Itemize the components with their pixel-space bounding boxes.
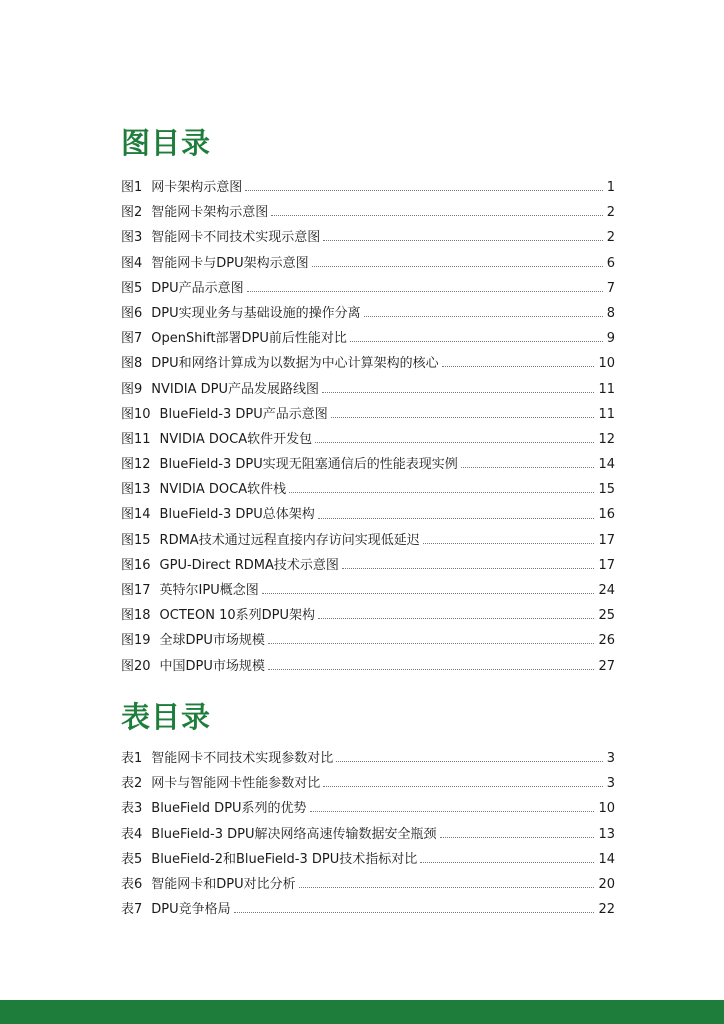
toc-entry[interactable] [121,897,615,922]
toc-entry-title: BlueField-2和BlueField-3 DPU技术指标对比 [151,851,418,867]
toc-entry-page-number: 6 [606,255,615,271]
toc-entry-label: 表3 [121,801,143,817]
toc-entry-title: NVIDIA DOCA软件开发包 [159,431,313,447]
toc-entry-title: BlueField-3 DPU产品示意图 [159,406,328,422]
toc-entry-title: 网卡架构示意图 [151,180,243,195]
toc-entry[interactable] [121,872,615,897]
dot-leader [268,669,595,670]
toc-entry-label: 图20 [121,658,151,674]
toc-entry-page-number: 17 [598,532,615,548]
toc-entry-title: OpenShift部署DPU前后性能对比 [151,331,347,347]
toc-entry-page-number: 1 [606,180,615,195]
toc-entry[interactable] [121,628,615,653]
toc-entry-title: 中国DPU市场规模 [159,658,265,674]
toc-entry-title: BlueField DPU系列的优势 [151,801,307,817]
toc-entry-label: 图14 [121,507,151,523]
toc-entry-title: 智能网卡与DPU架构示意图 [151,255,309,271]
toc-entry[interactable] [121,578,615,603]
toc-entry-page-number: 10 [598,356,615,372]
toc-entry-page-number: 14 [598,457,615,473]
toc-entry-title: NVIDIA DPU产品发展路线图 [151,381,319,397]
toc-entry-page-number: 16 [598,507,615,523]
dot-leader [271,215,602,216]
toc-entry-page-number: 15 [598,482,615,498]
toc-entry-label: 图3 [121,230,143,246]
dot-leader [364,316,603,317]
toc-entry[interactable] [121,654,615,679]
toc-entry-title: OCTEON 10系列DPU架构 [159,608,316,624]
toc-entry[interactable] [121,276,615,301]
toc-entry-page-number: 26 [598,633,615,649]
figures-toc-list [121,175,615,679]
toc-entry-title: BlueField-3 DPU总体架构 [159,507,315,523]
toc-entry-title: 全球DPU市场规模 [159,633,265,649]
dot-leader [420,862,594,863]
toc-entry-label: 图10 [121,406,151,422]
toc-entry-title: NVIDIA DOCA软件栈 [159,482,287,498]
toc-entry[interactable] [121,351,615,376]
toc-entry-label: 表1 [121,751,143,766]
toc-entry-title: 网卡与智能网卡性能参数对比 [151,776,321,792]
dot-leader [322,392,594,393]
dot-leader [323,786,602,787]
toc-entry-label: 图12 [121,457,151,473]
toc-entry-page-number: 11 [598,406,615,422]
toc-entry[interactable] [121,502,615,527]
toc-entry-page-number: 12 [598,431,615,447]
toc-entry-title: 智能网卡和DPU对比分析 [151,876,296,892]
toc-entry-label: 图1 [121,180,143,195]
toc-entry[interactable] [121,847,615,872]
toc-entry-label: 图19 [121,633,151,649]
dot-leader [318,518,595,519]
toc-entry-title: 智能网卡不同技术实现示意图 [151,230,321,246]
toc-entry[interactable] [121,603,615,628]
toc-entry-page-number: 22 [598,902,615,918]
toc-entry[interactable] [121,301,615,326]
toc-entry[interactable] [121,377,615,402]
dot-leader [262,593,595,594]
toc-entry-title: DPU和网络计算成为以数据为中心计算架构的核心 [151,356,439,372]
dot-leader [336,761,602,762]
toc-entry-page-number: 11 [598,381,615,397]
dot-leader [312,266,603,267]
toc-entry-label: 图5 [121,280,143,296]
toc-entry-page-number: 3 [606,776,615,792]
toc-entry[interactable] [121,326,615,351]
toc-entry-title: DPU实现业务与基础设施的操作分离 [151,305,361,321]
toc-entry[interactable] [121,427,615,452]
dot-leader [289,492,594,493]
tables-toc-heading: 表目录 [121,700,212,734]
toc-entry-label: 表6 [121,876,143,892]
toc-entry-page-number: 27 [598,658,615,674]
toc-entry-page-number: 2 [606,230,615,246]
toc-entry-title: 英特尔IPU概念图 [159,583,259,598]
tables-toc-list [121,746,615,922]
dot-leader [310,811,595,812]
toc-entry[interactable] [121,402,615,427]
toc-entry[interactable] [121,822,615,847]
dot-leader [234,912,595,913]
dot-leader [440,837,595,838]
toc-entry-label: 图2 [121,205,143,221]
toc-entry-page-number: 13 [598,826,615,842]
toc-entry[interactable] [121,528,615,553]
toc-entry-title: 智能网卡不同技术实现参数对比 [151,751,334,766]
dot-leader [423,543,595,544]
toc-entry-label: 表2 [121,776,143,792]
toc-entry[interactable] [121,553,615,578]
toc-entry-page-number: 9 [606,331,615,347]
toc-entry[interactable] [121,200,615,225]
toc-entry-label: 图16 [121,557,151,573]
toc-entry-label: 图6 [121,305,143,321]
toc-entry-page-number: 14 [598,851,615,867]
toc-entry[interactable] [121,175,615,200]
toc-entry-title: RDMA技术通过远程直接内存访问实现低延迟 [159,532,420,548]
toc-entry-page-number: 2 [606,205,615,221]
toc-entry[interactable] [121,796,615,821]
toc-entry-label: 图9 [121,381,143,397]
toc-entry-title: GPU-Direct RDMA技术示意图 [159,557,339,573]
toc-entry[interactable] [121,251,615,276]
dot-leader [245,190,602,191]
toc-entry-label: 图7 [121,331,143,347]
dot-leader [442,366,595,367]
dot-leader [299,887,595,888]
toc-entry[interactable] [121,225,615,250]
toc-entry-page-number: 17 [598,557,615,573]
figures-toc-heading: 图目录 [121,126,212,160]
dot-leader [331,417,595,418]
toc-entry-page-number: 3 [606,751,615,766]
footer-accent-bar [0,1000,724,1024]
dot-leader [461,467,595,468]
toc-entry-page-number: 8 [606,305,615,321]
toc-entry-page-number: 20 [598,876,615,892]
toc-entry[interactable] [121,746,615,771]
toc-entry-page-number: 24 [598,583,615,598]
toc-entry-title: DPU产品示意图 [151,280,244,296]
toc-entry-title: BlueField-3 DPU实现无阻塞通信后的性能表现实例 [159,457,458,473]
dot-leader [315,442,594,443]
toc-entry-label: 表7 [121,902,143,918]
toc-entry-label: 图11 [121,431,151,447]
toc-entry-page-number: 7 [606,280,615,296]
toc-entry-title: BlueField-3 DPU解决网络高速传输数据安全瓶颈 [151,826,437,842]
toc-entry-label: 图15 [121,532,151,548]
dot-leader [247,291,603,292]
dot-leader [318,618,594,619]
dot-leader [323,240,602,241]
toc-entry-label: 图17 [121,583,151,598]
toc-entry-label: 图13 [121,482,151,498]
toc-entry-label: 图4 [121,255,143,271]
toc-entry-title: 智能网卡架构示意图 [151,205,269,221]
toc-entry-label: 表4 [121,826,143,842]
dot-leader [268,643,595,644]
toc-entry[interactable] [121,477,615,502]
toc-entry-page-number: 25 [598,608,615,624]
toc-entry[interactable] [121,452,615,477]
dot-leader [350,341,603,342]
toc-entry-label: 表5 [121,851,143,867]
toc-entry-title: DPU竞争格局 [151,902,231,918]
dot-leader [342,568,595,569]
toc-entry-label: 图18 [121,608,151,624]
toc-entry-label: 图8 [121,356,143,372]
toc-entry[interactable] [121,771,615,796]
toc-entry-page-number: 10 [598,801,615,817]
